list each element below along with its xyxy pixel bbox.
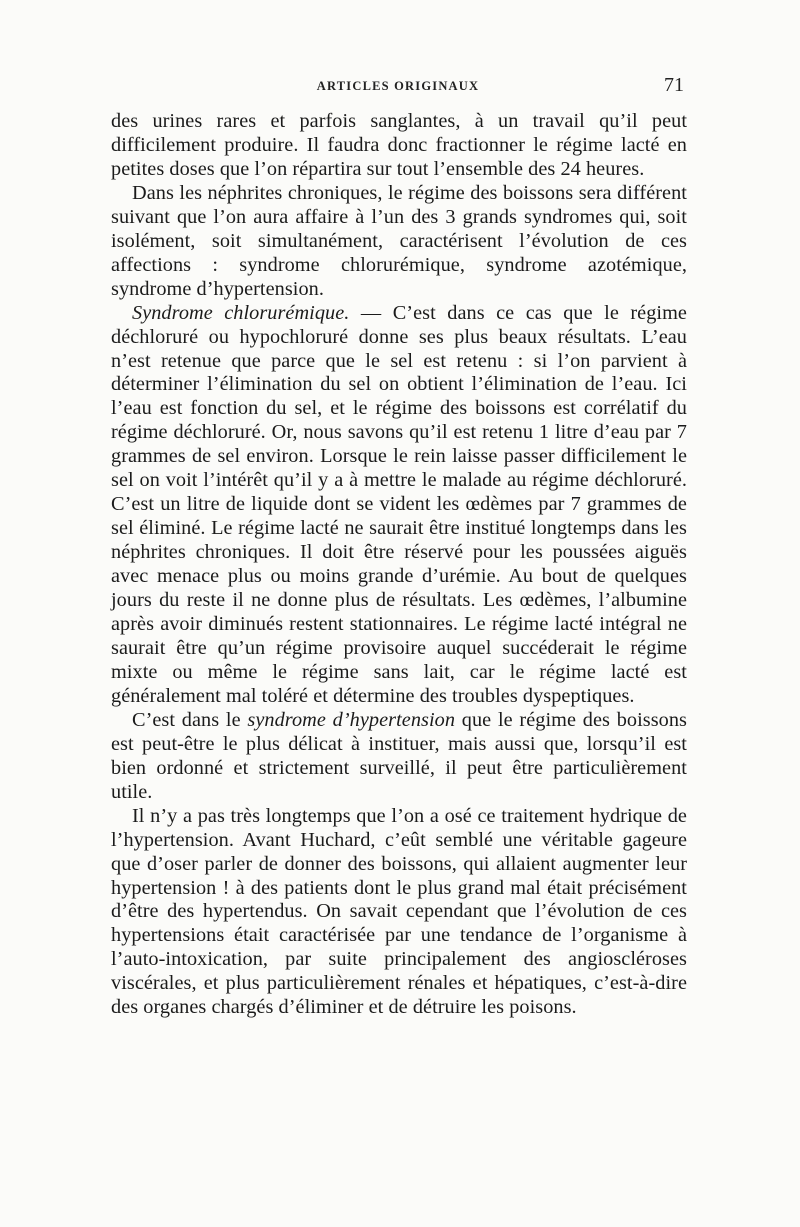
paragraph [111,709,687,805]
paragraph [111,805,687,1021]
paragraph [111,110,687,182]
text-run: — C’est dans ce cas que le régime déchloruré ou hypochloruré donne ses plus beaux résultats. L’eau n’est retenue que parce que le sel est retenu : si l’on parvient à déterminer l’élimination du sel on obtient l’élimination de l’eau. Ici l’eau est fonction du sel, et le régime des boissons est corrélatif du régime déchloruré. Or, nous savons qu’il est retenu 1 litre d’eau par 7 grammes de sel environ. Lorsque le rein laisse passer difficilement le sel on voit l’intérêt qu’il y a à mettre le malade au régime déchloruré. C’est un litre de liquide dont se vident les œdèmes par 7 grammes de sel éliminé. Le régime lacté ne saurait être institué longtemps dans les néphrites chroniques. Il doit être réservé pour les poussées aiguës avec menace plus ou moins grande d’urémie. Au bout de quelques jours du reste il ne donne plus de résultats. Les œdèmes, l’albumine après avoir diminués restent stationnaires. Le régime lacté intégral ne saurait être qu’un régime provisoire auquel succéderait le régime mixte ou même le régime sans lait, car le régime lacté est généralement mal toléré et détermine des troubles dyspeptiques. [111,301,687,707]
page-number: 71 [664,74,684,96]
running-title: ARTICLES ORIGINAUX [316,79,480,93]
running-head [112,74,684,100]
text-run: Il n’y a pas très longtemps que l’on a osé ce traitement hydrique de l’hypertension. Avant Huchard, c’eût semblé une véritable gageure que d’oser parler de donner des boissons, qui allaient augmenter leur hypertension ! à des patients dont le plus grand mal était précisément d’être des hypertendus. On savait cependant que l’évolution de ces hypertensions était caractérisée par une tendance de l’organisme à l’auto-intoxication, par suite principalement des angioscléroses viscérales, et plus particulièrement rénales et hépatiques, c’est-à-dire des organes chargés d’éliminer et de détruire les poisons. [111,804,687,1019]
text-run: C’est dans le [132,708,248,731]
body-text [111,110,687,1020]
paragraph [111,182,687,302]
text-run: que le régime des boissons est peut-être le plus délicat à instituer, mais aussi que, lorsqu’il est bien ordonné et strictement surveillé, il peut être particulièrement utile. [111,708,687,803]
text-run: des urines rares et parfois sanglantes, à un travail qu’il peut difficilement produire. Il faudra donc fractionner le régime lacté en petites doses que l’on répartira sur tout l’ensemble des 24 heures. [111,110,687,180]
italic-text: syndrome d’hypertension [247,708,456,731]
paragraph [111,302,687,709]
italic-text: Syndrome chlorurémique. [132,301,350,324]
text-run: Dans les néphrites chroniques, le régime des boissons sera différent suivant que l’on aura affaire à l’un des 3 grands syndromes qui, soit isolément, soit simultanément, caractérisent l’évolution de ces affections : syndrome chlorurémique, syndrome azotémique, syndrome d’hypertension. [111,181,687,300]
